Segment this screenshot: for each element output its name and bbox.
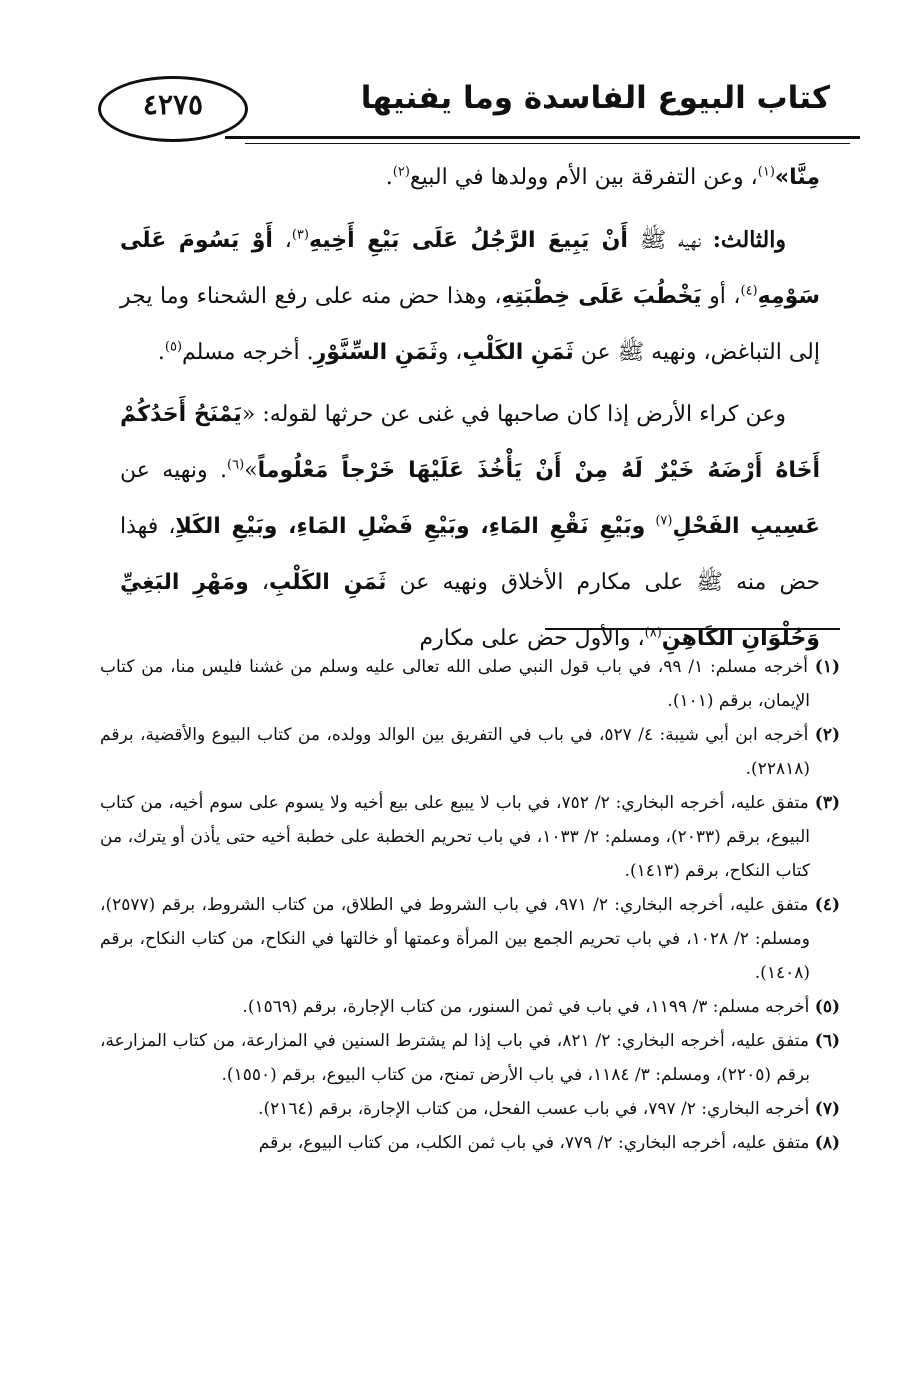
footnote-4 xyxy=(100,888,840,990)
footnote-number: (٦) xyxy=(814,1031,841,1051)
main-text xyxy=(120,150,820,667)
text-run: ، xyxy=(248,570,269,595)
text-run: ، فهذا حض منه ﷺ على مكارم الأخلاق ونهيه عن xyxy=(120,514,820,595)
footnote-ref-7[interactable]: (٧) xyxy=(655,513,673,529)
footnote-3 xyxy=(100,786,840,888)
footnote-number: (٢) xyxy=(814,725,840,745)
hadith-text: ومَهْرِ البَغِيِّ وَحُلْوَانِ الكَاهِنِ xyxy=(120,570,820,651)
footnote-number: (٤) xyxy=(814,895,840,915)
page-number: ٤٢٧٥ xyxy=(142,88,204,121)
footnote-separator xyxy=(545,628,840,630)
footnote-ref-6[interactable]: (٦) xyxy=(227,457,245,473)
footnotes xyxy=(100,650,840,1160)
footnote-1 xyxy=(100,650,840,718)
text-run: . xyxy=(385,165,393,190)
footnote-2 xyxy=(100,718,840,786)
text-run: . أخرجه مسلم xyxy=(182,340,314,365)
footnote-5 xyxy=(100,990,840,1024)
text-run: ، و xyxy=(437,340,463,365)
header-rule-thin xyxy=(245,143,850,144)
text-run: ، xyxy=(272,228,292,253)
hadith-text: عَسِيبِ الفَحْلِ xyxy=(672,514,820,539)
hadith-text: ثَمَنِ السِّنَّوْرِ xyxy=(313,340,438,365)
text-run: . ونهيه عن xyxy=(120,458,228,483)
footnote-number: (٥) xyxy=(814,997,840,1017)
footnote-7 xyxy=(100,1092,840,1126)
footnote-text: متفق عليه، أخرجه البخاري: ٢/ ٧٥٢، في باب لا يبيع على بيع أخيه ولا يسوم على سوم أخيه، من كتاب البيوع، برقم (٢٠٣٣)، ومسلم: ٢/ ١٠٣٣، في باب تحريم الخطبة على خطبة أخيه حتى يأذن أو يترك، من كتاب النكاح، برقم (١٤١٣). xyxy=(100,793,810,881)
footnote-ref-8[interactable]: (٨) xyxy=(644,625,662,641)
page-header xyxy=(70,50,860,150)
text-run: نهيه ﷺ xyxy=(627,228,713,253)
text-run: ، والأول حض على مكارم xyxy=(419,626,645,651)
hadith-text: مِنَّا» xyxy=(774,165,820,190)
footnote-text: أخرجه البخاري: ٢/ ٧٩٧، في باب عسب الفحل، من كتاب الإجارة، برقم (٢١٦٤). xyxy=(258,1099,810,1119)
text-run: ، وعن التفرقة بين الأم وولدها في البيع xyxy=(409,165,758,190)
hadith-text: أَنْ يَبِيعَ الرَّجُلُ عَلَى بَيْعِ أَخِيهِ xyxy=(308,228,628,253)
footnote-text: أخرجه ابن أبي شيبة: ٤/ ٥٢٧، في باب في التفريق بين الوالد وولده، من كتاب البيوع والأقضية، برقم (٢٢٨١٨). xyxy=(100,725,810,779)
hadith-text: وبَيْعِ نَقْعِ المَاءِ، وبَيْعِ فَضْلِ المَاءِ، وبَيْعِ الكَلاِ xyxy=(175,514,646,539)
text-run: ، وهذا حض منه على رفع الشحناء وما يجر إلى التباغض، ونهيه ﷺ عن xyxy=(120,284,820,365)
footnote-ref-2[interactable]: (٢) xyxy=(392,164,410,180)
paragraph-1 xyxy=(120,150,820,206)
hadith-text: ثَمَنِ الكَلْبِ xyxy=(268,570,387,595)
section-lead: والثالث: xyxy=(712,227,786,253)
footnote-ref-1[interactable]: (١) xyxy=(757,164,775,180)
footnote-number: (٨) xyxy=(814,1133,840,1153)
footnote-text: متفق عليه، أخرجه البخاري: ٢/ ٨٢١، في باب إذا لم يشترط السنين في المزارعة، من كتاب المزارعة، برقم (٢٢٠٥)، ومسلم: ٣/ ١١٨٤، في باب الأرض تمنح، من كتاب البيوع، برقم (١٥٥٠). xyxy=(100,1031,810,1085)
footnote-text: متفق عليه، أخرجه البخاري: ٢/ ٩٧١، في باب الشروط في الطلاق، من كتاب الشروط، برقم (٢٥٧٧)، ومسلم: ٢/ ١٠٢٨، في باب تحريم الجمع بين المرأة وعمتها أو خالتها في النكاح، من كتاب النكاح، برقم (١٤٠٨). xyxy=(100,895,810,983)
footnote-ref-4[interactable]: (٤) xyxy=(740,283,758,299)
footnote-number: (١) xyxy=(814,657,840,677)
text-run: . xyxy=(157,340,165,365)
footnote-ref-3[interactable]: (٣) xyxy=(291,227,309,243)
paragraph-3 xyxy=(120,387,820,667)
text-run xyxy=(645,514,655,539)
text-run: ، أو xyxy=(701,284,741,309)
footnote-text: متفق عليه، أخرجه البخاري: ٢/ ٧٧٩، في باب ثمن الكلب، من كتاب البيوع، برقم xyxy=(258,1133,810,1153)
hadith-text: أَوْ يَسُومَ عَلَى سَوْمِهِ xyxy=(120,228,821,309)
hadith-text: ثَمَنِ الكَلْبِ xyxy=(462,340,574,365)
header-rule xyxy=(225,136,860,139)
chapter-title: كتاب البيوع الفاسدة وما يفنيها xyxy=(360,80,830,116)
footnote-ref-5[interactable]: (٥) xyxy=(164,339,183,355)
text-run: وعن كراء الأرض إذا كان صاحبها في غنى عن حرثها لقوله: « xyxy=(241,402,786,427)
footnote-number: (٧) xyxy=(814,1099,840,1119)
footnote-8 xyxy=(100,1126,840,1160)
hadith-text: يَخْطُبَ عَلَى خِطْبَتِهِ xyxy=(501,284,702,309)
footnote-number: (٣) xyxy=(814,793,841,813)
footnote-text: أخرجه مسلم: ٣/ ١١٩٩، في باب في ثمن السنور، من كتاب الإجارة، برقم (١٥٦٩). xyxy=(242,997,810,1017)
footnote-text: أخرجه مسلم: ١/ ٩٩، في باب قول النبي صلى الله تعالى عليه وسلم من غشنا فليس منا، من كتاب الإيمان، برقم (١٠١). xyxy=(100,657,810,711)
text-run: » xyxy=(244,458,258,483)
footnote-6 xyxy=(100,1024,840,1092)
paragraph-2 xyxy=(120,212,820,381)
hadith-text: يَمْنَحُ أَحَدُكُمْ أَخَاهُ أَرْضَهُ خَيْرٌ لَهُ مِنْ أَنْ يَأْخُذَ عَلَيْهَا خَرْجاً مَعْلُوماً xyxy=(120,402,820,483)
